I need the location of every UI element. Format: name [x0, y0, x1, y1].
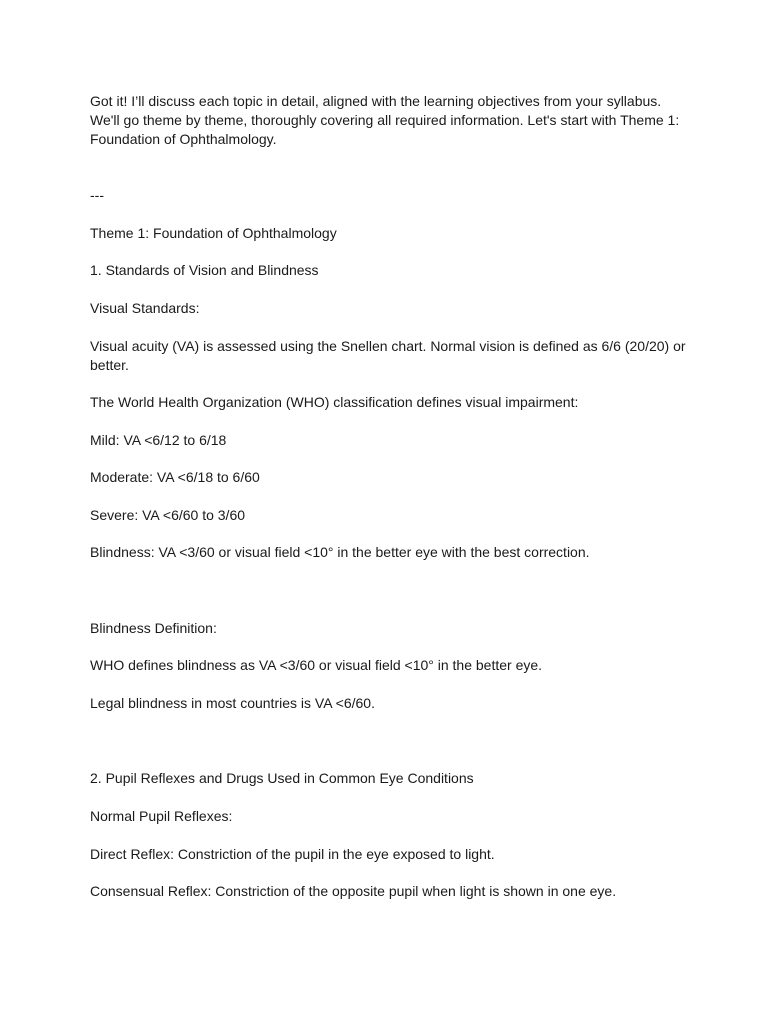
normal-reflexes-label: Normal Pupil Reflexes: — [90, 808, 233, 824]
legal-blindness-paragraph: Legal blindness in most countries is VA <6/60. — [90, 695, 375, 711]
blindness-item: Blindness: VA <3/60 or visual field <10° in the better eye with the best correction. — [90, 544, 590, 560]
mild-item: Mild: VA <6/12 to 6/18 — [90, 432, 227, 448]
visual-acuity-paragraph: Visual acuity (VA) is assessed using the Snellen chart. Normal vision is defined as 6/6 (20/20) or better. — [90, 338, 686, 373]
direct-reflex-paragraph: Direct Reflex: Constriction of the pupil in the eye exposed to light. — [90, 846, 495, 862]
visual-standards-label: Visual Standards: — [90, 300, 200, 316]
who-classification-paragraph: The World Health Organization (WHO) classification defines visual impairment: — [90, 394, 579, 410]
moderate-item: Moderate: VA <6/18 to 6/60 — [90, 469, 260, 485]
section2-heading: 2. Pupil Reflexes and Drugs Used in Common Eye Conditions — [90, 770, 474, 786]
section1-heading: 1. Standards of Vision and Blindness — [90, 262, 319, 278]
severe-item: Severe: VA <6/60 to 3/60 — [90, 507, 246, 523]
consensual-reflex-paragraph: Consensual Reflex: Constriction of the opposite pupil when light is shown in one eye. — [90, 883, 617, 899]
theme-title: Theme 1: Foundation of Ophthalmology — [90, 225, 337, 241]
intro-paragraph: Got it! I’ll discuss each topic in detail, aligned with the learning objectives from your syllabus. We'll go theme by theme, thoroughly covering all required information. Let's start with Theme 1: Foundation of Ophthalmology. — [90, 93, 680, 147]
separator: --- — [90, 187, 104, 203]
who-blindness-paragraph: WHO defines blindness as VA <3/60 or visual field <10° in the better eye. — [90, 657, 543, 673]
blindness-definition-label: Blindness Definition: — [90, 620, 217, 636]
